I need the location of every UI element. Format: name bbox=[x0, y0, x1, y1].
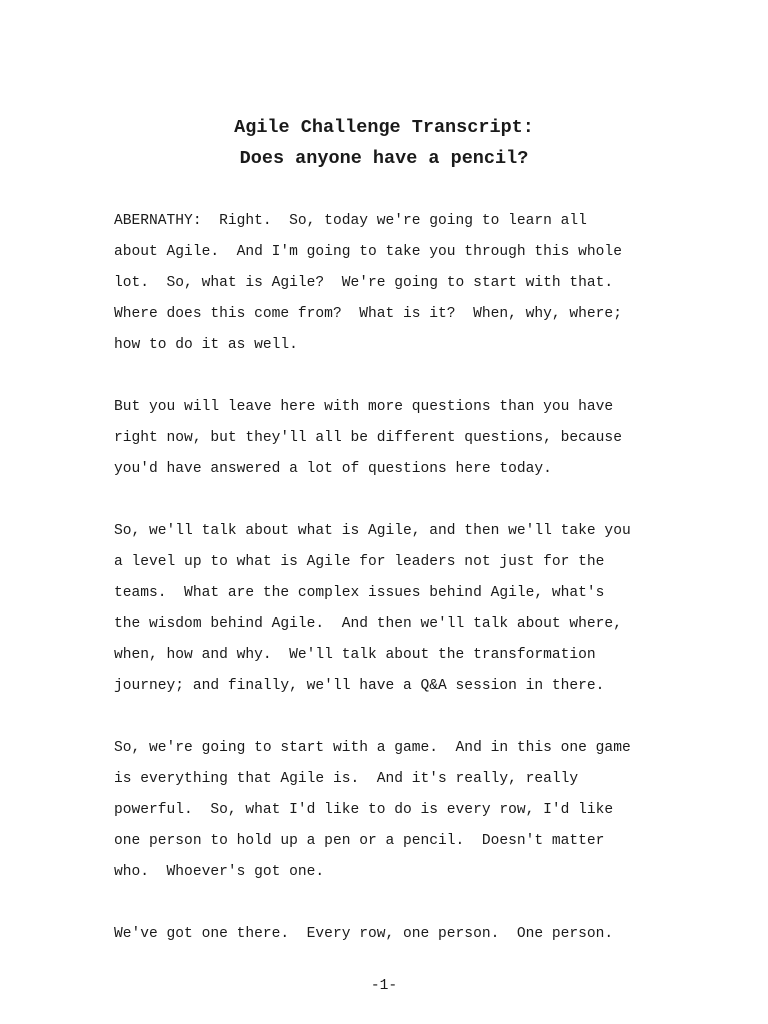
text-line: a level up to what is Agile for leaders not just for the bbox=[114, 554, 605, 570]
text-line: when, how and why. We'll talk about the transformation bbox=[114, 647, 596, 663]
text-line: right now, but they'll all be different questions, because bbox=[114, 430, 622, 446]
text-line: Where does this come from? What is it? When, why, where; bbox=[114, 306, 622, 322]
page-number: -1- bbox=[370, 978, 398, 994]
text-line: how to do it as well. bbox=[114, 337, 298, 353]
text-line: the wisdom behind Agile. And then we'll talk about where, bbox=[114, 616, 622, 632]
text-line: But you will leave here with more questions than you have bbox=[114, 399, 614, 415]
text-line: journey; and finally, we'll have a Q&A session in there. bbox=[114, 678, 605, 694]
text-line: teams. What are the complex issues behind Agile, what's bbox=[114, 585, 605, 601]
paragraph-1 bbox=[114, 206, 674, 361]
text-line: is everything that Agile is. And it's really, really bbox=[114, 771, 579, 787]
text-line: one person to hold up a pen or a pencil. Doesn't matter bbox=[114, 833, 605, 849]
paragraph-2 bbox=[114, 392, 674, 485]
text-line: We've got one there. Every row, one person. One person. bbox=[114, 926, 614, 942]
text-line: So, we're going to start with a game. And in this one game bbox=[114, 740, 631, 756]
text-line: So, we'll talk about what is Agile, and then we'll take you bbox=[114, 523, 631, 539]
text-line: who. Whoever's got one. bbox=[114, 864, 325, 880]
transcript-body bbox=[114, 206, 674, 981]
title-line-1: Agile Challenge Transcript: bbox=[234, 117, 534, 138]
paragraph-5 bbox=[114, 919, 674, 950]
text-line: ABERNATHY: Right. So, today we're going to learn all bbox=[114, 213, 587, 229]
text-line: you'd have answered a lot of questions here today. bbox=[114, 461, 552, 477]
text-line: lot. So, what is Agile? We're going to start with that. bbox=[114, 275, 614, 291]
document-title bbox=[0, 112, 768, 174]
text-line: about Agile. And I'm going to take you through this whole bbox=[114, 244, 622, 260]
title-line-2: Does anyone have a pencil? bbox=[239, 148, 529, 169]
paragraph-4 bbox=[114, 733, 674, 888]
text-line: powerful. So, what I'd like to do is every row, I'd like bbox=[114, 802, 614, 818]
paragraph-3 bbox=[114, 516, 674, 702]
